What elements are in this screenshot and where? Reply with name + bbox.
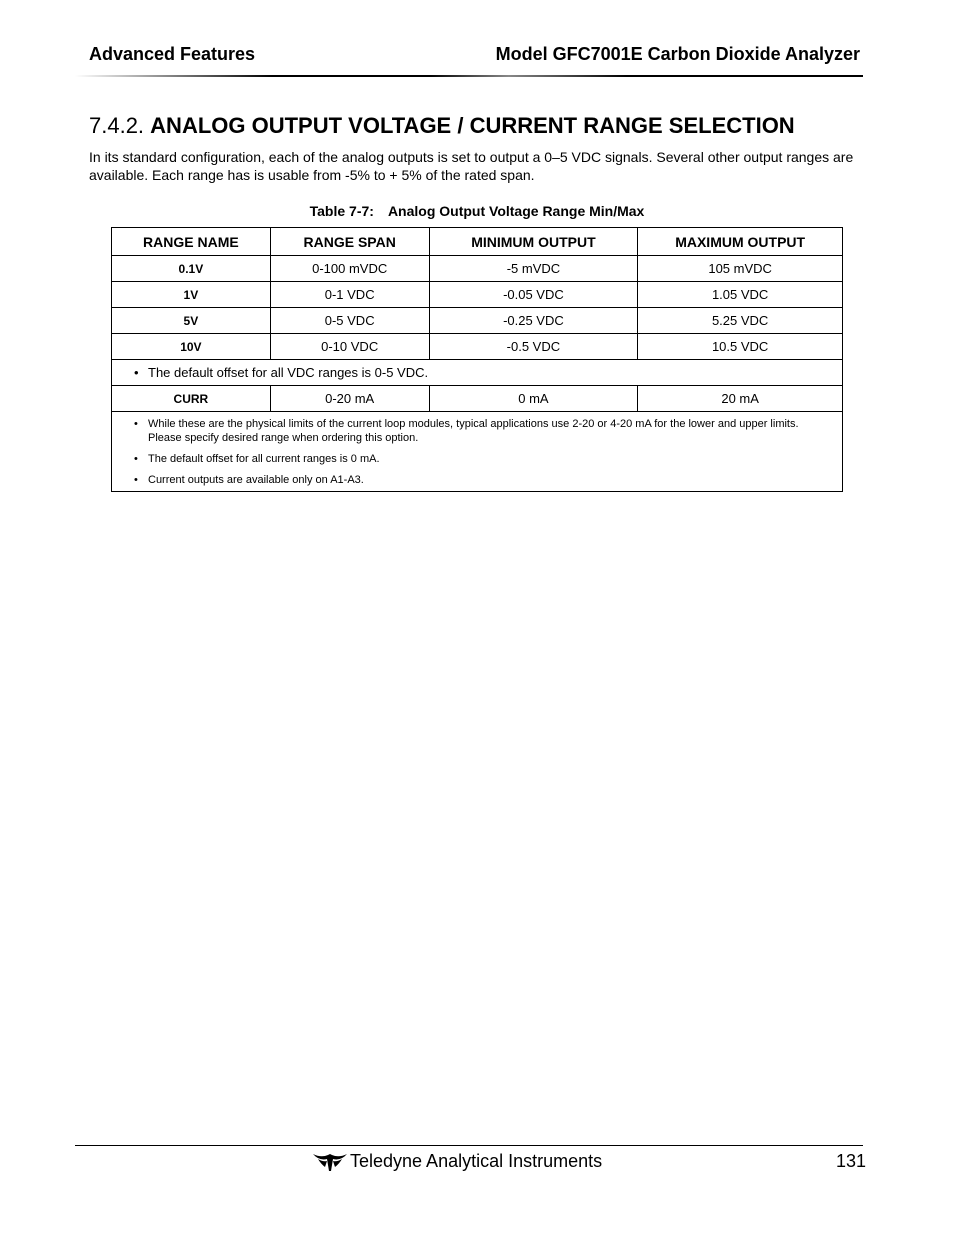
range-table [111,227,843,492]
current-notes-cell [112,412,843,492]
minimum-output-cell: -0.5 VDC [429,334,638,360]
section-heading [89,113,795,139]
intro-paragraph: In its standard configuration, each of the analog outputs is set to output a 0–5 VDC signals. Several other output ranges are available. Each range has is usable from -5% to + 5% of the rated span. [89,149,854,183]
table-row [112,308,843,334]
maximum-output-cell: 10.5 VDC [638,334,843,360]
table-caption [0,203,954,219]
range-name-cell: 1V [112,282,271,308]
table-row [112,282,843,308]
table-caption-title: Analog Output Voltage Range Min/Max [387,203,645,219]
column-header: RANGE NAME [112,228,271,256]
maximum-output-cell: 5.25 VDC [638,308,843,334]
minimum-output-cell: -5 mVDC [429,256,638,282]
minimum-output-cell: -0.25 VDC [429,308,638,334]
footer-rule [75,1145,863,1146]
column-header: MAXIMUM OUTPUT [638,228,843,256]
footer-brand [313,1151,602,1172]
minimum-output-cell: -0.05 VDC [429,282,638,308]
voltage-note-cell [112,360,843,386]
section-title: ANALOG OUTPUT VOLTAGE / CURRENT RANGE SELECTION [150,113,795,138]
section-number: 7.4.2. [89,113,145,138]
header-rule [75,75,863,77]
range-name-cell: 5V [112,308,271,334]
maximum-output-cell: 1.05 VDC [638,282,843,308]
range-span-cell: 0-1 VDC [270,282,429,308]
current-note: • Current outputs are available only on A1-A3. [134,473,822,487]
table-header-row [112,228,843,256]
range-name-cell: 10V [112,334,271,360]
range-span-cell: 0-5 VDC [270,308,429,334]
maximum-output-cell: 20 mA [638,386,843,412]
column-header: RANGE SPAN [270,228,429,256]
minimum-output-cell: 0 mA [429,386,638,412]
range-span-cell: 0-10 VDC [270,334,429,360]
table-row [112,386,843,412]
maximum-output-cell: 105 mVDC [638,256,843,282]
table-row [112,334,843,360]
range-span-cell: 0-100 mVDC [270,256,429,282]
current-notes-row [112,412,843,492]
range-name-cell: CURR [112,386,271,412]
table-caption-label: Table 7-7: [309,203,374,219]
table-row [112,256,843,282]
voltage-note: • The default offset for all VDC ranges is 0-5 VDC. [134,365,842,380]
footer-brand-text: Teledyne Analytical Instruments [350,1151,603,1171]
teledyne-logo-icon [313,1152,347,1172]
voltage-note-row [112,360,843,386]
page-number: 131 [835,1151,866,1171]
column-header: MINIMUM OUTPUT [429,228,638,256]
current-note: • While these are the physical limits of the current loop modules, typical applications use 2-20 or 4-20 mA for the lower and upper limits. Please specify desired range when ordering this option. [134,417,822,445]
header-left-title: Advanced Features [89,44,256,64]
range-span-cell: 0-20 mA [270,386,429,412]
current-note: • The default offset for all current ranges is 0 mA. [134,452,822,466]
header-right-title: Model GFC7001E Carbon Dioxide Analyzer [495,44,860,64]
range-name-cell: 0.1V [112,256,271,282]
